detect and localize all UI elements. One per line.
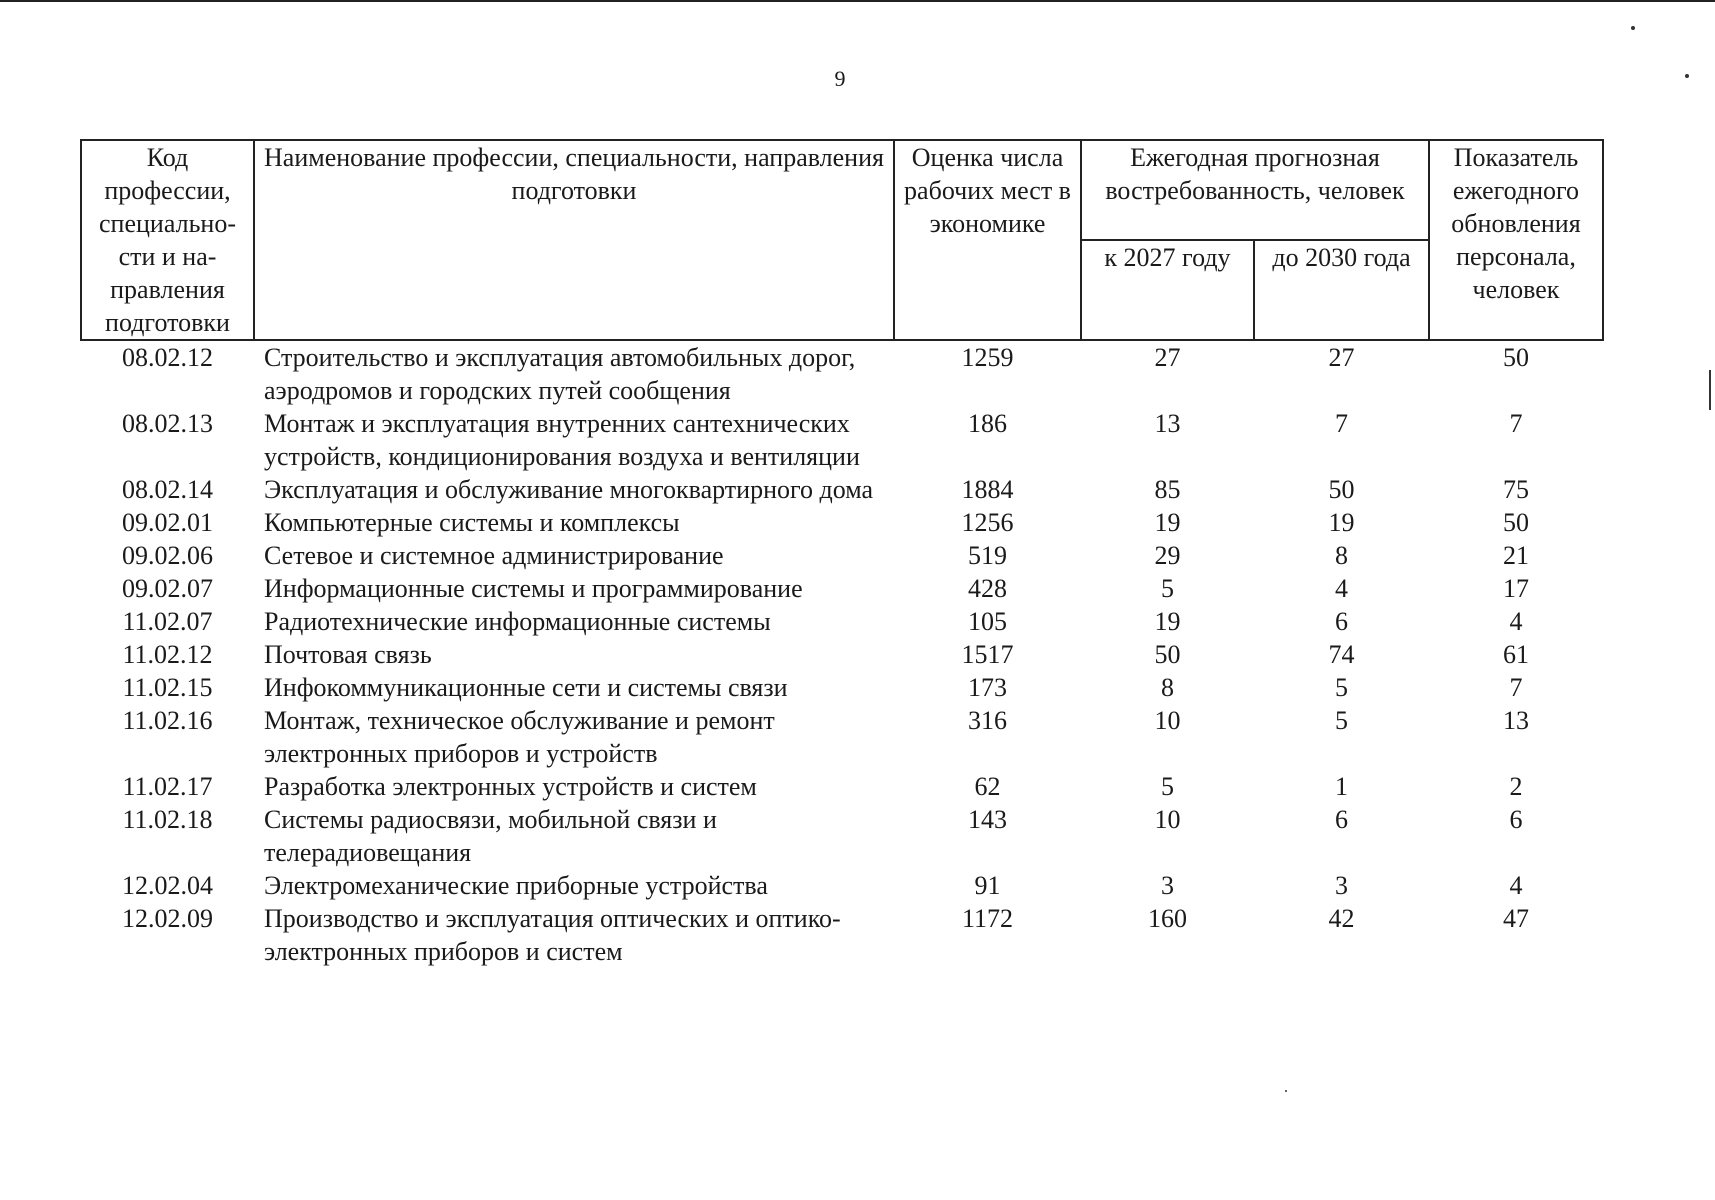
cell-renewal: 75 (1503, 475, 1529, 504)
header-jobs: Оценка числа рабочих мест в экономике (894, 140, 1081, 340)
cell-2027: 19 (1154, 607, 1181, 636)
cell-renewal: 61 (1503, 640, 1529, 669)
cell-name: Системы радиосвязи, мобильной связи и телерадиовещания (264, 805, 717, 867)
header-demand-group: Ежегодная прогнозная востребованность, человек (1081, 140, 1429, 240)
header-code: Код профессии, специально-сти и на-правления подготовки (81, 140, 254, 340)
cell-jobs: 1256 (961, 508, 1014, 537)
table-row (81, 770, 1603, 803)
cell-2027: 3 (1161, 871, 1174, 900)
table-row (81, 605, 1603, 638)
cell-name: Разработка электронных устройств и систем (264, 772, 757, 801)
scan-speck (1285, 1090, 1287, 1092)
cell-2030: 74 (1328, 640, 1355, 669)
cell-jobs: 1517 (961, 640, 1014, 669)
cell-code: 12.02.04 (122, 871, 213, 900)
cell-2027: 5 (1161, 574, 1174, 603)
cell-2030: 8 (1335, 541, 1348, 570)
cell-2030: 6 (1335, 805, 1348, 834)
cell-2027: 160 (1148, 904, 1187, 933)
cell-2030: 50 (1328, 475, 1355, 504)
cell-2030: 5 (1335, 706, 1348, 735)
table-row (81, 572, 1603, 605)
cell-2030: 5 (1335, 673, 1348, 702)
cell-renewal: 7 (1509, 409, 1523, 438)
cell-code: 11.02.15 (122, 673, 213, 702)
header-year-2030: до 2030 года (1254, 240, 1429, 340)
cell-name: Инфокоммуникационные сети и системы связи (264, 673, 788, 702)
cell-code: 11.02.17 (122, 772, 213, 801)
cell-jobs: 91 (974, 871, 1001, 900)
cell-renewal: 4 (1509, 871, 1523, 900)
cell-2027: 85 (1154, 475, 1181, 504)
cell-jobs: 186 (968, 409, 1007, 438)
cell-name: Строительство и эксплуатация автомобильных дорог, аэродромов и городских путей сообщения (264, 343, 856, 405)
cell-jobs: 143 (968, 805, 1007, 834)
table-row (81, 671, 1603, 704)
table-row (81, 473, 1603, 506)
cell-code: 09.02.06 (122, 541, 213, 570)
cell-2030: 27 (1328, 343, 1355, 372)
table-row (81, 539, 1603, 572)
cell-2030: 4 (1335, 574, 1348, 603)
cell-2027: 50 (1154, 640, 1181, 669)
cell-2030: 1 (1335, 772, 1348, 801)
cell-2027: 13 (1154, 409, 1181, 438)
header-name: Наименование профессии, специальности, направления подготовки (254, 140, 894, 340)
cell-jobs: 519 (968, 541, 1007, 570)
professions-table (80, 139, 1604, 968)
table-row (81, 407, 1603, 473)
cell-jobs: 1172 (961, 904, 1014, 933)
cell-code: 11.02.18 (122, 805, 213, 834)
cell-renewal: 17 (1503, 574, 1529, 603)
cell-jobs: 1884 (961, 475, 1014, 504)
scan-speck (1685, 74, 1689, 78)
table-row (81, 638, 1603, 671)
table-row (81, 340, 1603, 407)
table-body (81, 340, 1603, 968)
cell-renewal: 21 (1503, 541, 1529, 570)
cell-code: 08.02.13 (122, 409, 213, 438)
cell-code: 09.02.07 (122, 574, 213, 603)
table-row (81, 869, 1603, 902)
cell-2027: 27 (1154, 343, 1181, 372)
cell-code: 11.02.16 (122, 706, 213, 735)
cell-name: Радиотехнические информационные системы (264, 607, 771, 636)
cell-2027: 19 (1154, 508, 1181, 537)
cell-code: 11.02.12 (122, 640, 213, 669)
cell-renewal: 50 (1503, 508, 1529, 537)
cell-2030: 42 (1328, 904, 1355, 933)
cell-name: Сетевое и системное администрирование (264, 541, 724, 570)
cell-renewal: 2 (1509, 772, 1523, 801)
cell-name: Монтаж и эксплуатация внутренних сантехнических устройств, кондиционирования воздуха и вентиляции (264, 409, 860, 471)
cell-name: Компьютерные системы и комплексы (264, 508, 680, 537)
cell-renewal: 50 (1503, 343, 1529, 372)
cell-name: Электромеханические приборные устройства (264, 871, 768, 900)
cell-2027: 5 (1161, 772, 1174, 801)
cell-jobs: 105 (968, 607, 1007, 636)
cell-renewal: 47 (1503, 904, 1529, 933)
cell-2030: 7 (1335, 409, 1348, 438)
cell-2030: 19 (1328, 508, 1355, 537)
cell-code: 08.02.12 (122, 343, 213, 372)
cell-2027: 8 (1161, 673, 1174, 702)
table-row (81, 902, 1603, 968)
cell-2030: 3 (1335, 871, 1348, 900)
cell-code: 11.02.07 (122, 607, 213, 636)
table-header (81, 140, 1603, 340)
cell-renewal: 4 (1509, 607, 1523, 636)
scan-speck (1631, 26, 1635, 30)
cell-code: 08.02.14 (122, 475, 213, 504)
table-row (81, 704, 1603, 770)
cell-jobs: 62 (974, 772, 1001, 801)
cell-2027: 10 (1154, 706, 1181, 735)
cell-renewal: 13 (1503, 706, 1529, 735)
cell-renewal: 6 (1509, 805, 1523, 834)
cell-jobs: 316 (968, 706, 1007, 735)
cell-code: 09.02.01 (122, 508, 213, 537)
table-row (81, 803, 1603, 869)
cell-name: Почтовая связь (264, 640, 432, 669)
table-row (81, 506, 1603, 539)
cell-2030: 6 (1335, 607, 1348, 636)
cell-renewal: 7 (1509, 673, 1523, 702)
top-border-line (0, 0, 1715, 2)
scan-edge-mark (1709, 370, 1711, 410)
cell-jobs: 173 (968, 673, 1007, 702)
cell-2027: 10 (1154, 805, 1181, 834)
cell-name: Производство и эксплуатация оптических и оптико-электронных приборов и систем (264, 904, 841, 966)
cell-name: Эксплуатация и обслуживание многоквартирного дома (264, 475, 874, 504)
header-renewal: Показатель ежегодного обновления персонала, человек (1429, 140, 1603, 340)
header-year-2027: к 2027 году (1081, 240, 1254, 340)
cell-jobs: 1259 (961, 343, 1014, 372)
cell-2027: 29 (1154, 541, 1181, 570)
cell-name: Монтаж, техническое обслуживание и ремонт электронных приборов и устройств (264, 706, 775, 768)
cell-jobs: 428 (968, 574, 1007, 603)
cell-name: Информационные системы и программирование (264, 574, 803, 603)
cell-code: 12.02.09 (122, 904, 213, 933)
page-number: 9 (834, 66, 846, 91)
